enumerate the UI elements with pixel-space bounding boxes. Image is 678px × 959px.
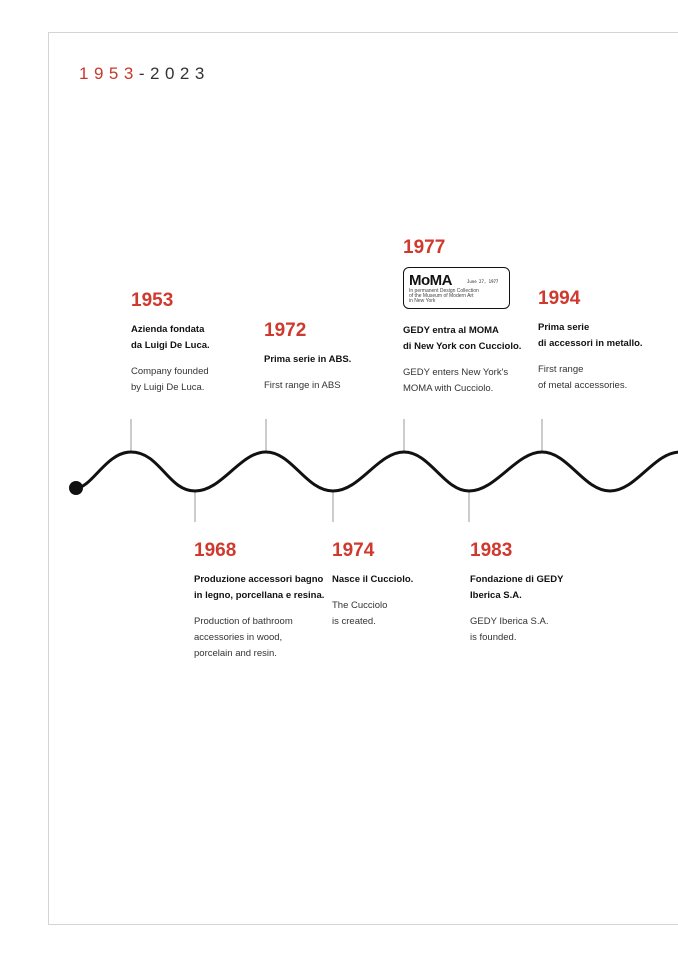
event-text-en: The Cucciolo is created. bbox=[332, 600, 388, 627]
event-1977-year-block bbox=[403, 238, 553, 269]
event-text-en: First range of metal accessories. bbox=[538, 364, 628, 391]
timeline-curve bbox=[76, 452, 678, 491]
range-start-year: 1953 bbox=[79, 64, 139, 83]
event-year: 1968 bbox=[194, 540, 237, 561]
event-text-en: GEDY enters New York's MOMA with Cucciolo. bbox=[403, 367, 509, 394]
event-1974 bbox=[332, 541, 482, 630]
moma-logo: MoMA bbox=[409, 272, 452, 289]
moma-caption: In permanent Design Collection of the Museum of Modern Art in New York bbox=[409, 288, 479, 304]
event-text-en: GEDY Iberica S.A. is founded. bbox=[470, 616, 549, 643]
event-text-it: Prima serie di accessori in metallo. bbox=[538, 322, 643, 349]
event-text-en: Company founded by Luigi De Luca. bbox=[131, 366, 209, 393]
range-end-year: 2023 bbox=[150, 64, 210, 83]
event-text-it: Azienda fondata da Luigi De Luca. bbox=[131, 324, 210, 351]
event-year: 1977 bbox=[403, 237, 446, 258]
event-year: 1972 bbox=[264, 320, 307, 341]
event-text-en: Production of bathroom accessories in wood, porcelain and resin. bbox=[194, 616, 293, 659]
event-1968 bbox=[194, 541, 344, 662]
range-separator: - bbox=[138, 64, 150, 83]
event-text-it: GEDY entra al MOMA di New York con Cucciolo. bbox=[403, 325, 522, 352]
event-year: 1983 bbox=[470, 540, 513, 561]
event-year: 1994 bbox=[538, 288, 581, 309]
event-1953 bbox=[131, 291, 281, 396]
event-1983 bbox=[470, 541, 620, 646]
event-year: 1974 bbox=[332, 540, 375, 561]
event-text-it: Fondazione di GEDY Iberica S.A. bbox=[470, 574, 564, 601]
event-1972 bbox=[264, 321, 414, 394]
event-text-it: Produzione accessori bagno in legno, porcellana e resina. bbox=[194, 574, 325, 601]
event-text-en: First range in ABS bbox=[264, 380, 341, 391]
moma-date: June 27, 1977 bbox=[467, 279, 499, 284]
timeline-connectors bbox=[131, 419, 542, 522]
event-year: 1953 bbox=[131, 290, 174, 311]
event-text-it: Prima serie in ABS. bbox=[264, 354, 352, 365]
timeline-start-dot bbox=[69, 481, 83, 495]
event-1994 bbox=[538, 289, 676, 394]
event-text-it: Nasce il Cucciolo. bbox=[332, 574, 414, 585]
moma-badge bbox=[403, 267, 510, 309]
